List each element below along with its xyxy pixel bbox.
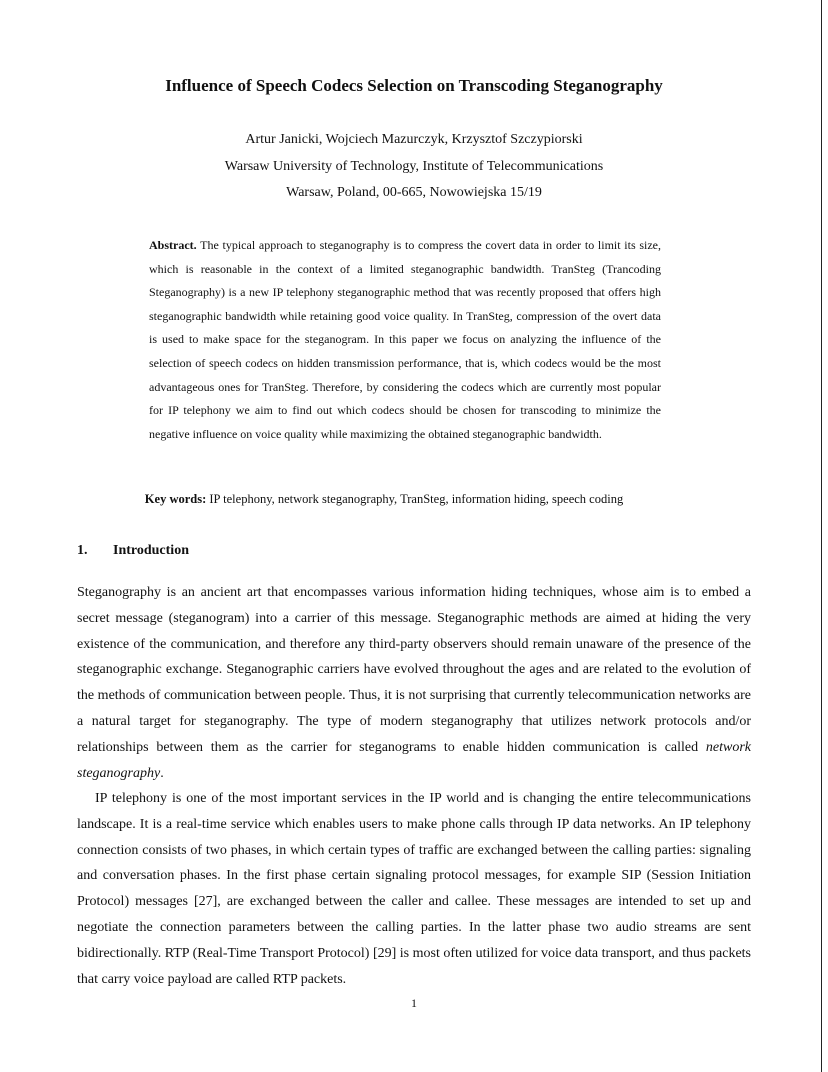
paragraph-1-emphasis: network steganography <box>77 739 752 781</box>
keywords-label: Key words: <box>144 492 207 506</box>
keywords <box>0 492 768 507</box>
paragraph-1 <box>77 580 751 786</box>
paragraph-1-end: . <box>160 765 164 781</box>
page-number: 1 <box>411 996 417 1010</box>
paragraph-2: IP telephony is one of the most important services in the IP world and is changing the entire telecommunications landscape. It is a real-time service which enables users to make phone calls through IP data networks. An IP telephony connection consists of two phases, in which certain types of traffic are exchanged between the calling parties: signaling and conversation phases. In the first phase certain signaling protocol messages, for example SIP (Session Initiation Protocol) messages [27], are exchanged between the caller and callee. These messages are intended to set up and negotiate the connection parameters between the calling parties. In the latter phase two audio streams are sent bidirectionally. RTP (Real-Time Transport Protocol) [29] is most often utilized for voice data transport, and thus packets that carry voice payload are called RTP packets. <box>77 791 751 987</box>
abstract-label: Abstract. <box>149 238 197 252</box>
paper-title: Influence of Speech Codecs Selection on Transcoding Steganography <box>165 76 663 95</box>
keywords-text: IP telephony, network steganography, TranSteg, information hiding, speech coding <box>209 492 624 506</box>
affiliation: Warsaw University of Technology, Institute of Telecommunications <box>224 159 604 174</box>
section-title: Introduction <box>113 543 189 558</box>
section-heading <box>77 543 189 559</box>
abstract-text: The typical approach to steganography is to compress the covert data in order to limit its size, which is reasonable in the context of a limited steganographic bandwidth. TranSteg (Trancoding Steganography) is a new IP telephony steganographic method that was recently proposed that offers high steganographic bandwidth while retaining good voice quality. In TranSteg, compression of the overt data is used to make space for the steganogram. In this paper we focus on analyzing the influence of the selection of speech codecs on hidden transmission performance, that is, which codecs would be the most advantageous ones for TranSteg. Therefore, by considering the codecs which are currently most popular for IP telephony we aim to find out which codecs should be chosen for transcoding to minimize the negative influence on voice quality while maximizing the obtained steganographic bandwidth. <box>149 238 661 441</box>
paragraph-1-text: Steganography is an ancient art that encompasses various information hiding techniques, whose aim is to embed a secret message (steganogram) into a carrier of this message. Steganographic methods are aimed at hiding the very existence of the communication, and therefore any third-party observers should remain unaware of the presence of the steganographic exchange. Steganographic carriers have evolved throughout the ages and are related to the evolution of the methods of communication between people. Thus, it is not surprising that currently telecommunication networks are a natural target for steganography. The type of modern steganography that utilizes network protocols and/or relationships between them as the carrier for steganograms to enable hidden communication is called <box>77 585 751 755</box>
section-number: 1. <box>77 543 88 558</box>
abstract <box>149 234 661 446</box>
address: Warsaw, Poland, 00-665, Nowowiejska 15/19 <box>286 185 542 200</box>
authors: Artur Janicki, Wojciech Mazurczyk, Krzysztof Szczypiorski <box>245 132 583 147</box>
